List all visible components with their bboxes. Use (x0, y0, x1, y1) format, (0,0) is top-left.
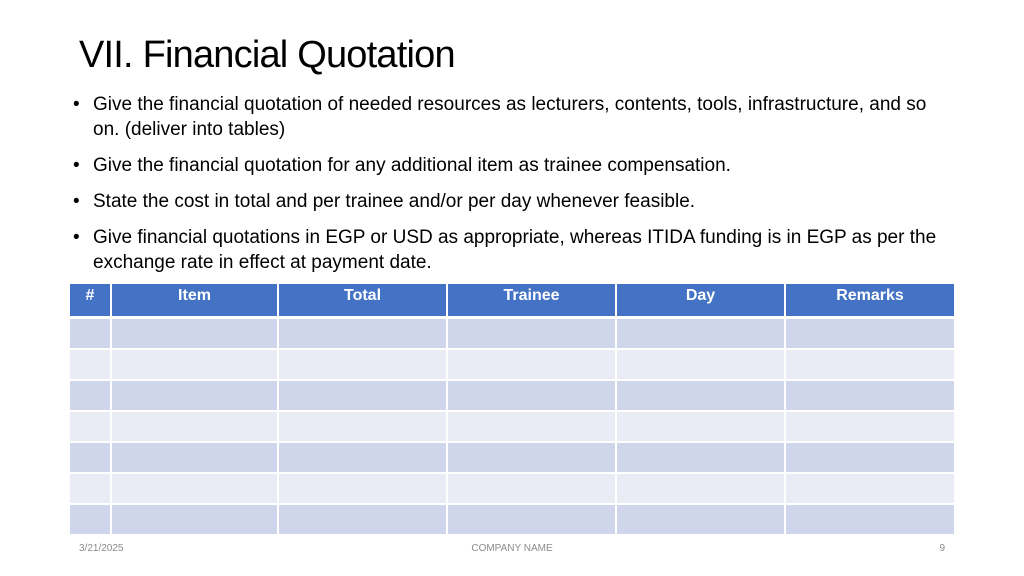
table-cell[interactable] (616, 442, 785, 473)
footer-page-number: 9 (939, 543, 945, 554)
table-cell[interactable] (111, 442, 278, 473)
table-cell[interactable] (70, 349, 111, 380)
header-remarks: Remarks (785, 284, 954, 318)
table-cell[interactable] (447, 411, 616, 442)
table-cell[interactable] (785, 318, 954, 350)
bullet-glyph: • (73, 155, 80, 176)
bullet-text: Give the financial quotation for any additional item as trainee compensation. (93, 155, 731, 176)
table-cell[interactable] (70, 473, 111, 504)
header-item: Item (111, 284, 278, 318)
table-cell[interactable] (785, 380, 954, 411)
table-cell[interactable] (111, 411, 278, 442)
header-total: Total (278, 284, 447, 318)
footer-date: 3/21/2025 (79, 543, 124, 554)
table-cell[interactable] (616, 504, 785, 535)
quotation-table-container (70, 284, 954, 536)
table-cell[interactable] (616, 349, 785, 380)
table-cell[interactable] (278, 411, 447, 442)
table-cell[interactable] (785, 442, 954, 473)
table-cell[interactable] (278, 318, 447, 350)
bullet-item (70, 225, 950, 275)
table-row (70, 442, 954, 473)
table-cell[interactable] (447, 504, 616, 535)
table-cell[interactable] (70, 411, 111, 442)
table-row (70, 411, 954, 442)
table-cell[interactable] (447, 318, 616, 350)
quotation-table (70, 284, 954, 536)
table-cell[interactable] (447, 380, 616, 411)
bullet-item (70, 153, 950, 178)
table-cell[interactable] (111, 473, 278, 504)
footer-company-name: COMPANY NAME (471, 543, 553, 554)
table-row (70, 473, 954, 504)
table-cell[interactable] (70, 380, 111, 411)
table-row (70, 504, 954, 535)
table-cell[interactable] (111, 349, 278, 380)
table-cell[interactable] (278, 504, 447, 535)
table-cell[interactable] (616, 411, 785, 442)
table-cell[interactable] (70, 504, 111, 535)
table-cell[interactable] (111, 504, 278, 535)
bullet-text: State the cost in total and per trainee and/or per day whenever feasible. (93, 191, 696, 212)
table-cell[interactable] (785, 349, 954, 380)
bullet-glyph: • (73, 191, 80, 212)
table-cell[interactable] (278, 442, 447, 473)
table-header-row (70, 284, 954, 318)
header-day: Day (616, 284, 785, 318)
table-row (70, 318, 954, 350)
header-trainee: Trainee (447, 284, 616, 318)
table-cell[interactable] (111, 318, 278, 350)
table-cell[interactable] (447, 349, 616, 380)
bullet-item (70, 92, 950, 142)
table-cell[interactable] (111, 380, 278, 411)
table-cell[interactable] (785, 504, 954, 535)
table-cell[interactable] (616, 318, 785, 350)
table-cell[interactable] (616, 473, 785, 504)
bullet-glyph: • (73, 94, 80, 115)
table-row (70, 380, 954, 411)
table-cell[interactable] (785, 473, 954, 504)
table-cell[interactable] (278, 380, 447, 411)
bullet-list (70, 92, 950, 286)
table-cell[interactable] (278, 473, 447, 504)
table-cell[interactable] (70, 318, 111, 350)
slide-title: VII. Financial Quotation (79, 34, 455, 76)
table-cell[interactable] (70, 442, 111, 473)
table-cell[interactable] (785, 411, 954, 442)
table-cell[interactable] (616, 380, 785, 411)
header-number: # (70, 284, 111, 318)
table-row (70, 349, 954, 380)
bullet-item (70, 189, 950, 214)
bullet-text: Give financial quotations in EGP or USD as appropriate, whereas ITIDA funding is in EGP as per the exchange rate in effect at payment date. (93, 227, 937, 273)
bullet-glyph: • (73, 227, 80, 248)
table-cell[interactable] (447, 442, 616, 473)
table-cell[interactable] (447, 473, 616, 504)
bullet-text: Give the financial quotation of needed resources as lecturers, contents, tools, infrastructure, and so on. (deliver into tables) (93, 94, 927, 140)
table-cell[interactable] (278, 349, 447, 380)
